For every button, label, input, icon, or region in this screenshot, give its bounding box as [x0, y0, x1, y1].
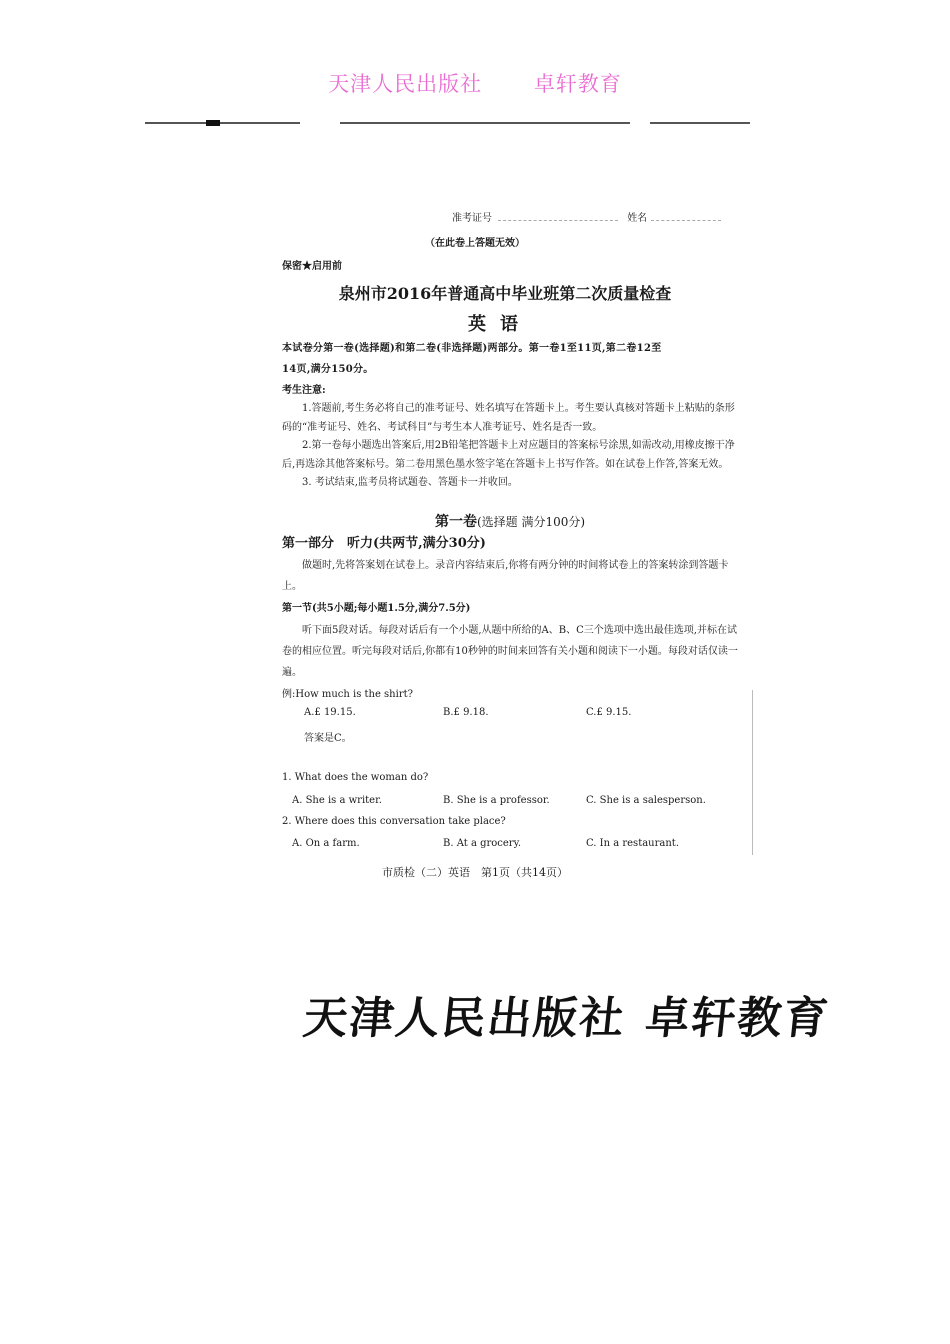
handwritten-watermark: [301, 982, 854, 1046]
handwritten-publisher: 天津人民出版社: [300, 993, 629, 1044]
section-title: 第一部分 听力(共两节,满分30分): [282, 536, 486, 551]
scan-line: [145, 122, 750, 124]
intro-line: 14页,满分150分。: [282, 364, 374, 375]
example-question: 例:How much is the shirt?: [282, 689, 413, 700]
notice-list: [282, 400, 738, 493]
question-2: 2. Where does this conversation take place?: [282, 816, 506, 827]
section-instruction: 做题时,先将答案划在试卷上。录音内容结束后,你将有两分钟的时间将试卷上的答案转涂到答题卡上。: [282, 560, 729, 592]
watermark-brand: 卓轩教育: [533, 72, 622, 96]
subsection-title: 第一节(共5小题;每小题1.5分,满分7.5分): [282, 603, 471, 614]
notice-item: 3. 考试结束,监考员将试题卷、答题卡一并收回。: [302, 477, 518, 488]
invalid-note: （在此卷上答题无效）: [425, 238, 525, 249]
name-label: 姓名: [627, 213, 648, 224]
q1-option-c: C. She is a salesperson.: [586, 795, 706, 806]
intro-line: 本试卷分第一卷(选择题)和第二卷(非选择题)两部分。第一卷1至11页,第二卷12至: [282, 343, 662, 354]
example-option-a: A.£ 19.15.: [304, 707, 356, 718]
q1-option-a: A. She is a writer.: [292, 795, 382, 806]
notice-item: 2.第一卷每小题选出答案后,用2B铅笔把答题卡上对应题目的答案标号涂黑,如需改动,用橡皮擦干净后,再选涂其他答案标号。第二卷用黑色墨水签字笔在答题卡上书写作答。如在试卷上作答,答案无效。: [282, 440, 735, 470]
scan-edge: [752, 690, 753, 855]
q2-option-c: C. In a restaurant.: [586, 838, 679, 849]
handwritten-brand: 卓轩教育: [642, 993, 833, 1044]
q1-option-b: B. She is a professor.: [443, 795, 550, 806]
exam-intro: [282, 338, 738, 380]
part-heading: [0, 511, 950, 531]
page-footer: 市质检（二）英语 第1页（共14页）: [382, 866, 568, 879]
id-blank: [498, 220, 618, 221]
id-label: 准考证号: [452, 213, 492, 224]
subsection-instruction: 听下面5段对话。每段对话后有一个小题,从题中所给的A、B、C三个选项中选出最佳选项,并标在试卷的相应位置。听完每段对话后,你都有10秒钟的时间来回答有关小题和阅读下一小题。每段对话仅读一遍。: [282, 625, 738, 678]
example-answer: 答案是C。: [304, 733, 352, 744]
watermark-top: [0, 68, 950, 98]
q2-option-a: A. On a farm.: [292, 838, 360, 849]
candidate-info: [452, 209, 727, 224]
exam-title: 泉州市2016年普通高中毕业班第二次质量检查: [338, 284, 672, 303]
example-option-b: B.£ 9.18.: [443, 707, 489, 718]
part-title: 第一卷: [434, 514, 477, 530]
q2-option-b: B. At a grocery.: [443, 838, 522, 849]
subject-title: 英语: [468, 314, 532, 335]
notice-item: 1.答题前,考生务必将自己的准考证号、姓名填写在答题卡上。考生要认真核对答题卡上粘贴的条形码的“准考证号、姓名、考试科目”与考生本人准考证号、姓名是否一致。: [282, 403, 735, 433]
example-option-c: C.£ 9.15.: [586, 707, 632, 718]
scan-mark: [206, 120, 220, 126]
confidential-mark: 保密★启用前: [282, 261, 342, 272]
part-subtitle: (选择题 满分100分): [476, 515, 586, 529]
notice-heading: 考生注意:: [282, 385, 326, 396]
scan-line-gap: [630, 121, 650, 125]
watermark-publisher: 天津人民出版社: [328, 72, 483, 96]
question-1: 1. What does the woman do?: [282, 772, 429, 783]
scan-line-gap: [300, 121, 340, 125]
name-blank: [651, 220, 721, 221]
